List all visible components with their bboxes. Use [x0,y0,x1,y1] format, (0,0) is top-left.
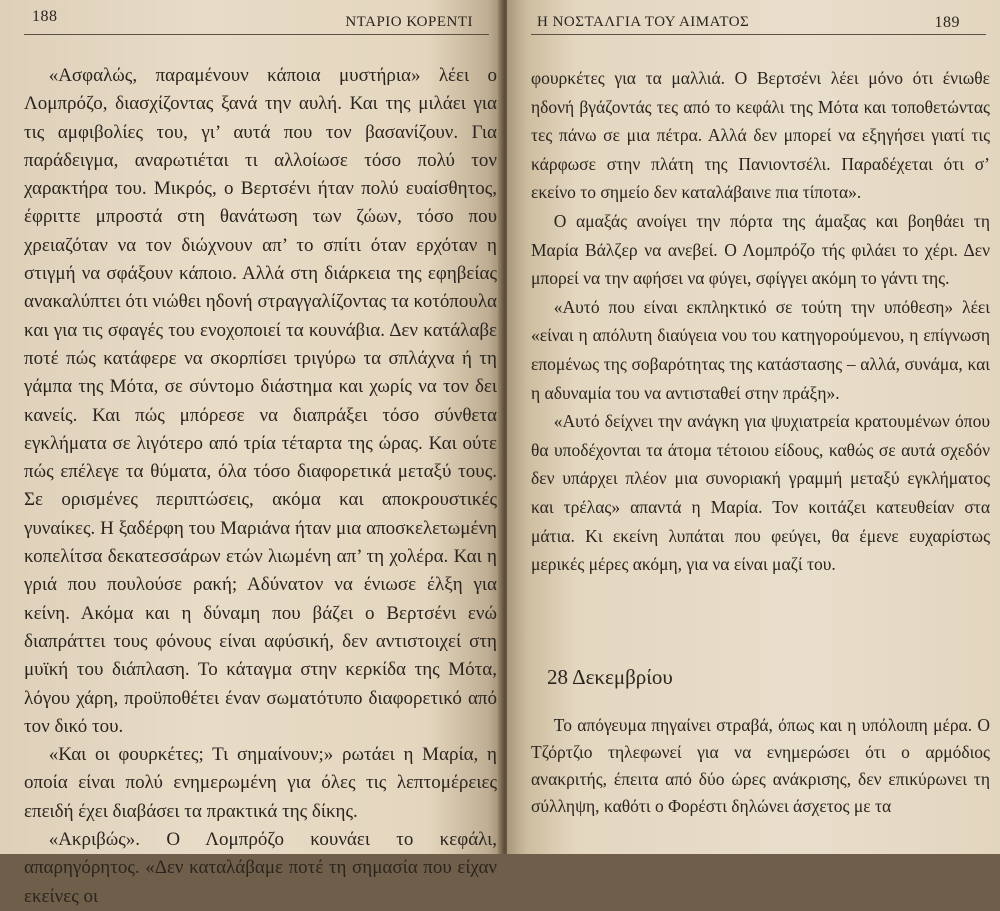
paragraph: «Αυτό που είναι εκπληκτικό σε τούτη την υπόθεση» λέει «είναι η απόλυτη διαύγεια νου του κατηγορούμενου, η επίγνωση επομένως της σοβαρότητας της κατάστασης – αλλά, συνάμα, και η αδυναμία του να αντισταθεί στην πράξη». [531,296,990,403]
right-running-header [531,0,986,36]
section-date-heading: 28 Δεκεμβρίου [547,665,673,689]
page-number: 188 [32,8,58,25]
running-head-title: ΝΤΑΡΙΟ ΚΟΡΕΝΤΙ [345,14,473,30]
paragraph-continued: φουρκέτες για τα μαλλιά. Ο Βερτσένι λέει μόνο ότι ένιωθε ηδονή βγάζοντάς τες από το κεφάλι της Μότα και τοποθετώντας τες πάνω σε μια πέτρα. Αλλά δεν μπορεί να εξηγήσει γιατί τις κάρφωσε στην πλάτη της Πανιοντσέλι. Παραδέχεται ότι σ’ εκείνο το σημείο δεν καταλάβαινε πια τίποτα». [531,68,990,203]
running-head-title: Η ΝΟΣΤΑΛΓΙΑ ΤΟΥ ΑΙΜΑΤΟΣ [537,14,750,30]
paragraph: «Αυτό δείχνει την ανάγκη για ψυχιατρεία κρατουμένων όπου θα υποδέχονται τα άτομα τέτοιου είδους, καθώς σε αυτά σχεδόν δεν υπάρχει πλέον μια συνοριακή γραμμή μεταξύ εγκλήματος και τρέλας» απαντά η Μαρία. Τον κοιτάζει κατευθείαν στα μάτια. Κι εκείνη λυπάται που φεύγει, θα έμενε ευχαρίστως μερικές μέρες ακόμη, για να είναι μαζί του. [531,411,990,575]
paragraph: «Και οι φουρκέτες; Τι σημαίνουν;» ρωτάει η Μαρία, η οποία είναι πολύ ενημερωμένη για όλες τις λεπτομέρειες επειδή έχει διαβάσει τα πρακτικά της δίκης. [24,744,497,822]
paragraph: Ο αμαξάς ανοίγει την πόρτα της άμαξας και βοηθάει τη Μαρία Βάλζερ να ανεβεί. Ο Λομπρόζο τής φιλάει το χέρι. Δεν μπορεί να την αφήσει να φύγει, σφίγγει ακόμη το γάντι της. [531,210,990,289]
paragraph: Το απόγευμα πηγαίνει στραβά, όπως και η υπόλοιπη μέρα. Ο Τζόρτζιο τηλεφωνεί για να ενημερώσει ότι ο αρμόδιος ανακριτής, έπειτα από δύο ώρες ανάκρισης, δεν επικύρωνει τη σύλληψη, καθότι ο Φορέστι δηλώνει άσχετος με τα [531,715,990,816]
paragraph: «Ακριβώς». Ο Λομπρόζο κουνάει το κεφάλι, απαρηγόρητος. «Δεν καταλάβαμε ποτέ τη σημασία που είχαν εκείνες οι [24,829,497,907]
header-rule [24,34,489,35]
right-body-text [531,64,990,579]
left-body-text [24,62,497,911]
right-page [507,0,1000,854]
left-running-header [24,0,489,36]
header-rule [531,34,986,35]
page-number: 189 [934,14,960,31]
paragraph: «Ασφαλώς, παραμένουν κάποια μυστήρια» λέει ο Λομπρόζο, διασχίζοντας ξανά την αυλή. Και της μιλάει για τις αμφιβολίες του, γι’ αυτά που τον βασανίζουν. Για παράδειγμα, αναρωτιέται τι αλλοίωσε τόσο πολύ τον χαρακτήρα του. Μικρός, ο Βερτσένι ήταν πολύ ευαίσθητος, έφριττε μπροστά στη θανάτωση των ζώων, τόσο που χρειαζόταν να τον διώχνουν απ’ το σπίτι όταν ερχόταν η στιγμή να σφάξουν κάποιο. Αλλά στη διάρκεια της εφηβείας ανακαλύπτει ότι νιώθει ηδονή στραγγαλίζοντας τα κοτόπουλα και για τις σφαγές του ενοχοποιεί τα κουνάβια. Δεν κατάλαβε ποτέ πώς κατάφερε να σκορπίσει τριγύρω τα σπλάχνα ή τη γάμπα της Μότα, σε σύντομο διάστημα και χωρίς να τον δει κανείς. Και πώς μπόρεσε να διαπράξει τόσο σύνθετα εγκλήματα σε λιγότερο από τρία τέταρτα της ώρας. Και ούτε πώς επέλεγε τα θύματα, όλα τόσο διαφορετικά μεταξύ τους. Σε ορισμένες περιπτώσεις, ακόμα και αποκρουστικές γυναίκες. Η ξαδέρφη του Μαριάνα ήταν μια αποσκελετωμένη κοπελίτσα δεκατεσσάρων ετών λιωμένη απ’ τη χολέρα. Και η γριά που πουλούσε ρακή; Αδύνατον να ένιωσε έλξη για κείνη. Ακόμα και η δύναμη που βάζει ο Βερτσένι ενώ διαπράττει τους φόνους είναι αφύσική, δεν αντιστοιχεί στη μυϊκή του διάπλαση. Το κάταγμα στην κερκίδα της Μότα, λόγου χάρη, προϋποθέτει έναν σωματότυπο διαφορετικό από τον δικό του. [24,65,497,737]
section-body-text [531,712,990,820]
